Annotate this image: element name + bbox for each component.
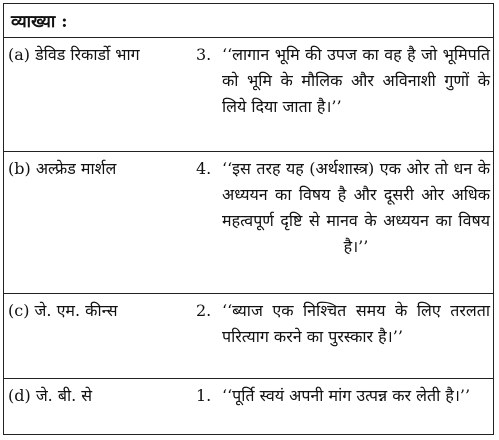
economist-name: (c) जे. एम. कीन्स <box>8 301 118 320</box>
match-number: 4. <box>196 159 212 178</box>
quote-text: ‘‘ब्याज एक निश्चित समय के लिए तरलता परित्याग करने का पुरस्कार है।’’ <box>222 301 490 346</box>
economist-name: (d) जे. बी. से <box>8 386 93 405</box>
table-heading: व्याख्या : <box>11 12 68 32</box>
match-number: 2. <box>196 301 212 320</box>
table-row <box>4 294 493 378</box>
match-number: 1. <box>196 386 212 405</box>
matching-table <box>3 3 494 435</box>
match-number: 3. <box>196 45 212 64</box>
economist-name: (b) अल्फ्रेड मार्शल <box>8 159 117 178</box>
table-row <box>4 38 493 151</box>
table-row <box>4 152 493 293</box>
quote-text: ‘‘पूर्ति स्वयं अपनी मांग उत्पन्न कर लेती है।’’ <box>222 386 471 405</box>
quote-text: ‘‘लागान भूमि की उपज का वह है जो भूमिपति को भूमि के मौलिक और अविनाशी गुणों के लिये दिया जाता है।’’ <box>222 45 490 116</box>
economist-name: (a) डेविड रिकार्डो भाग <box>8 45 140 64</box>
quote-text: ‘‘इस तरह यह (अर्थशास्त्र) एक ओर तो धन के अध्ययन का विषय है और दूसरी ओर अधिक महत्वपूर्ण दृष्टि से मानव के अध्ययन का विषय है।’’ <box>222 159 490 256</box>
table-row <box>4 379 493 434</box>
